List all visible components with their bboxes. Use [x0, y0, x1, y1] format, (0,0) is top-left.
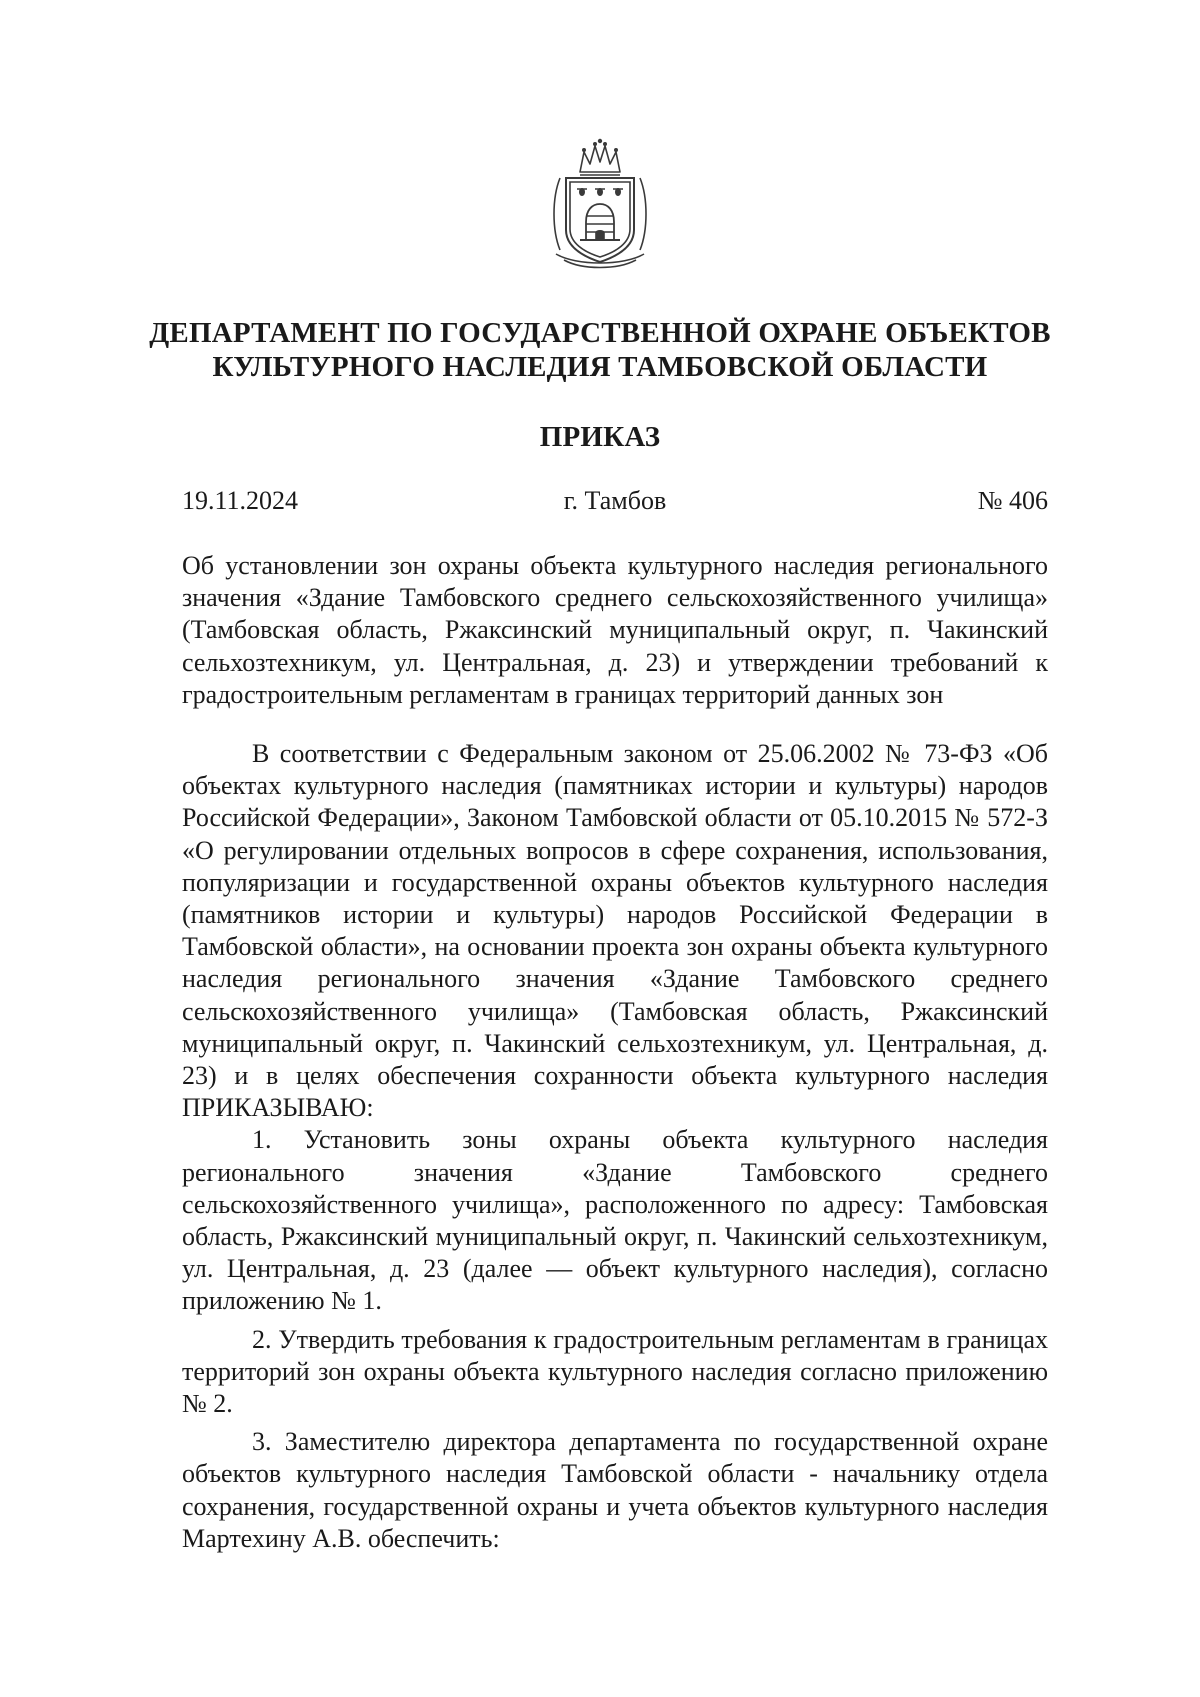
order-item-2: 2. Утвердить требования к градостроительным регламентам в границах территорий зон охраны объекта культурного наследия согласно приложению № 2.	[182, 1324, 1048, 1419]
document-number: № 406	[977, 486, 1048, 515]
document-subject	[182, 550, 1048, 711]
order-item-1: 1. Установить зоны охраны объекта культурного наследия регионального значения «Здание Тамбовского среднего сельскохозяйственного училища», расположенного по адресу: Тамбовская область, Ржаксинский муниципальный округ, п. Чакинский сельхозтехникум, ул. Центральная, д. 23 (далее — объект культурного наследия), согласно приложению № 1.	[182, 1125, 1048, 1316]
document-city: г. Тамбов	[563, 486, 667, 515]
document-body	[182, 738, 1048, 1555]
document-date: 19.11.2024	[182, 486, 299, 515]
preamble-paragraph: В соответствии с Федеральным законом от 25.06.2002 № 73-ФЗ «Об объектах культурного наследия (памятниках истории и культуры) народов Российской Федерации», Законом Тамбовской области от 05.10.2015 № 572-З «О регулировании отдельных вопросов в сфере сохранения, использования, популяризации и государственной охраны объектов культурного наследия (памятников истории и культуры) народов Российской Федерации в Тамбовской области», на основании проекта зон охраны объекта культурного наследия регионального значения «Здание Тамбовского среднего сельскохозяйственного училища» (Тамбовская область, Ржаксинский муниципальный округ, п. Чакинский сельхозтехникум, ул. Центральная, д. 23) и в целях обеспечения сохранности объекта культурного наследия ПРИКАЗЫВАЮ:	[182, 739, 1048, 1123]
document-meta-row	[182, 484, 1048, 520]
department-title: ДЕПАРТАМЕНТ ПО ГОСУДАРСТВЕННОЙ ОХРАНЕ ОБЪЕКТОВ КУЛЬТУРНОГО НАСЛЕДИЯ ТАМБОВСКОЙ ОБЛАСТИ	[149, 317, 1051, 383]
subject-text: Об установлении зон охраны объекта культурного наследия регионального значения «Здание Тамбовского среднего сельскохозяйственного училища» (Тамбовская область, Ржаксинский муниципальный округ, п. Чакинский сельхозтехникум, ул. Центральная, д. 23) и утверждении требований к градостроительным регламентам в границах территорий данных зон	[182, 551, 1048, 709]
order-item-3: 3. Заместителю директора департамента по государственной охране объектов культурного наследия Тамбовской области - начальнику отдела сохранения, государственной охраны и учета объектов культурного наследия Мартехину А.В. обеспечить:	[182, 1427, 1048, 1553]
coat-of-arms-emblem	[546, 138, 654, 276]
document-type: ПРИКАЗ	[539, 421, 661, 453]
